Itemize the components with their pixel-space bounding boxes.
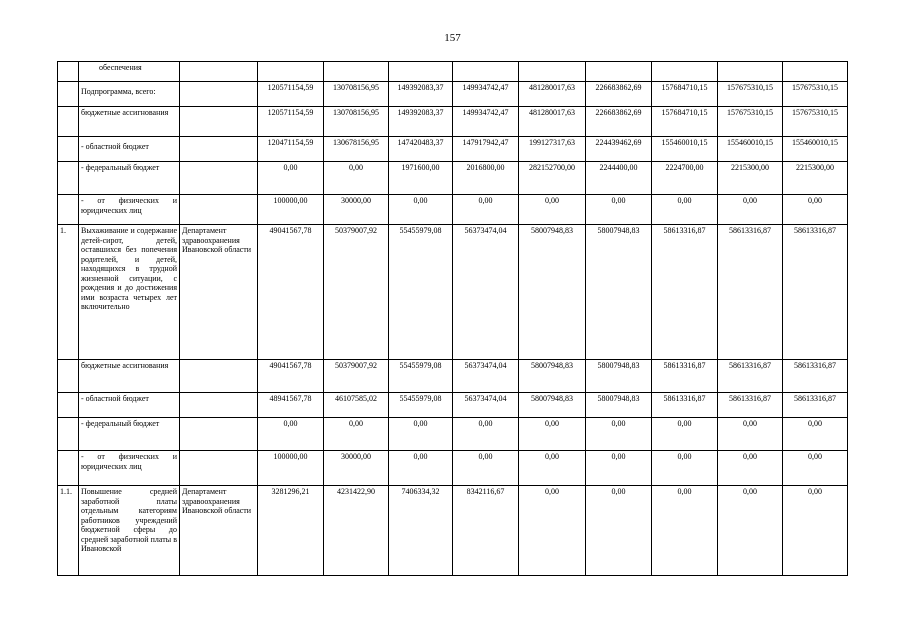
value-cell: 149392083,37	[389, 107, 453, 137]
responsible-executor	[180, 418, 258, 451]
row-number	[58, 137, 79, 162]
value-cell: 0,00	[718, 418, 783, 451]
responsible-executor	[180, 82, 258, 107]
value-cell: 58613316,87	[652, 393, 718, 418]
value-cell: 0,00	[519, 451, 586, 486]
value-cell: 49041567,78	[258, 225, 324, 360]
table-row	[58, 62, 848, 82]
value-cell: 0,00	[258, 418, 324, 451]
value-cell: 0,00	[586, 195, 652, 225]
row-number	[58, 82, 79, 107]
value-cell: 481280017,63	[519, 82, 586, 107]
value-cell: 0,00	[519, 418, 586, 451]
value-cell	[258, 62, 324, 82]
table-row	[58, 393, 848, 418]
value-cell: 58613316,87	[783, 360, 848, 393]
row-name: обеспечения	[79, 62, 180, 82]
value-cell: 100000,00	[258, 195, 324, 225]
row-number: 1.	[58, 225, 79, 360]
responsible-executor	[180, 137, 258, 162]
responsible-executor	[180, 195, 258, 225]
value-cell: 157684710,15	[652, 82, 718, 107]
row-name: Повышение средней заработной платы отдельным категориям работников учреждений бюджетной сферы до средней заработной платы в Ивановской	[79, 486, 180, 576]
value-cell: 282152700,00	[519, 162, 586, 195]
value-cell: 58613316,87	[652, 225, 718, 360]
value-cell: 58007948,83	[586, 393, 652, 418]
value-cell: 7406334,32	[389, 486, 453, 576]
value-cell: 0,00	[718, 451, 783, 486]
value-cell: 55455979,08	[389, 393, 453, 418]
value-cell: 3281296,21	[258, 486, 324, 576]
value-cell: 0,00	[652, 418, 718, 451]
table-row	[58, 162, 848, 195]
value-cell: 0,00	[389, 195, 453, 225]
value-cell	[324, 62, 389, 82]
row-number: 1.1.	[58, 486, 79, 576]
value-cell: 0,00	[389, 418, 453, 451]
value-cell: 58613316,87	[718, 225, 783, 360]
value-cell: 58613316,87	[718, 360, 783, 393]
row-number	[58, 360, 79, 393]
value-cell: 0,00	[453, 418, 519, 451]
value-cell: 58007948,83	[519, 225, 586, 360]
row-number	[58, 162, 79, 195]
responsible-executor	[180, 62, 258, 82]
value-cell: 100000,00	[258, 451, 324, 486]
value-cell: 226683862,69	[586, 82, 652, 107]
value-cell: 8342116,67	[453, 486, 519, 576]
row-number	[58, 393, 79, 418]
responsible-executor: Департамент здравоохранения Ивановской области	[180, 486, 258, 576]
value-cell: 130678156,95	[324, 137, 389, 162]
value-cell: 2215300,00	[718, 162, 783, 195]
value-cell: 155460010,15	[718, 137, 783, 162]
value-cell: 199127317,63	[519, 137, 586, 162]
value-cell	[718, 62, 783, 82]
value-cell: 30000,00	[324, 451, 389, 486]
value-cell: 120571154,59	[258, 107, 324, 137]
row-name: - от физических и юридических лиц	[79, 451, 180, 486]
value-cell: 0,00	[718, 486, 783, 576]
value-cell: 130708156,95	[324, 107, 389, 137]
value-cell: 0,00	[519, 486, 586, 576]
value-cell: 0,00	[652, 486, 718, 576]
value-cell: 157675310,15	[718, 107, 783, 137]
value-cell: 2244400,00	[586, 162, 652, 195]
value-cell: 55455979,08	[389, 360, 453, 393]
table-row	[58, 360, 848, 393]
responsible-executor	[180, 107, 258, 137]
value-cell: 56373474,04	[453, 393, 519, 418]
row-number	[58, 107, 79, 137]
value-cell: 120571154,59	[258, 82, 324, 107]
value-cell: 58613316,87	[652, 360, 718, 393]
row-name: Подпрограмма, всего:	[79, 82, 180, 107]
value-cell	[652, 62, 718, 82]
value-cell: 120471154,59	[258, 137, 324, 162]
value-cell: 0,00	[586, 418, 652, 451]
row-name: бюджетные ассигнования	[79, 360, 180, 393]
page-number: 157	[444, 32, 461, 44]
row-name: бюджетные ассигнования	[79, 107, 180, 137]
table-row	[58, 195, 848, 225]
value-cell: 0,00	[783, 418, 848, 451]
value-cell: 0,00	[258, 162, 324, 195]
value-cell: 0,00	[586, 486, 652, 576]
value-cell: 58613316,87	[718, 393, 783, 418]
responsible-executor: Департамент здравоохранения Ивановской области	[180, 225, 258, 360]
value-cell: 157675310,15	[718, 82, 783, 107]
value-cell: 155460010,15	[652, 137, 718, 162]
value-cell	[519, 62, 586, 82]
table-row	[58, 225, 848, 360]
value-cell: 226683862,69	[586, 107, 652, 137]
value-cell: 55455979,08	[389, 225, 453, 360]
value-cell: 0,00	[519, 195, 586, 225]
table-row	[58, 486, 848, 576]
row-name: - от физических и юридических лиц	[79, 195, 180, 225]
responsible-executor	[180, 451, 258, 486]
value-cell: 147917942,47	[453, 137, 519, 162]
value-cell: 58613316,87	[783, 225, 848, 360]
value-cell: 0,00	[453, 195, 519, 225]
table-row	[58, 451, 848, 486]
value-cell: 0,00	[453, 451, 519, 486]
value-cell: 149934742,47	[453, 107, 519, 137]
row-name: Выхаживание и содержание детей-сирот, детей, оставшихся без попечения родителей, и детей, находящихся в трудной жизненной ситуации, с рождения и до достижения ими возраста четырех лет включительно	[79, 225, 180, 360]
row-name: - федеральный бюджет	[79, 162, 180, 195]
value-cell: 149392083,37	[389, 82, 453, 107]
value-cell	[389, 62, 453, 82]
value-cell: 49041567,78	[258, 360, 324, 393]
row-name: - федеральный бюджет	[79, 418, 180, 451]
value-cell: 0,00	[783, 486, 848, 576]
value-cell: 0,00	[783, 451, 848, 486]
value-cell: 2215300,00	[783, 162, 848, 195]
table-row	[58, 418, 848, 451]
value-cell: 30000,00	[324, 195, 389, 225]
value-cell: 0,00	[783, 195, 848, 225]
row-number	[58, 451, 79, 486]
responsible-executor	[180, 162, 258, 195]
value-cell: 4231422,90	[324, 486, 389, 576]
value-cell: 46107585,02	[324, 393, 389, 418]
value-cell: 58007948,83	[519, 393, 586, 418]
table-row	[58, 107, 848, 137]
value-cell: 48941567,78	[258, 393, 324, 418]
value-cell: 0,00	[586, 451, 652, 486]
value-cell: 58007948,83	[519, 360, 586, 393]
row-name: - областной бюджет	[79, 393, 180, 418]
value-cell: 0,00	[652, 195, 718, 225]
value-cell: 2224700,00	[652, 162, 718, 195]
value-cell: 157675310,15	[783, 107, 848, 137]
value-cell: 157684710,15	[652, 107, 718, 137]
value-cell: 157675310,15	[783, 82, 848, 107]
value-cell: 1971600,00	[389, 162, 453, 195]
row-number	[58, 418, 79, 451]
value-cell	[453, 62, 519, 82]
value-cell: 50379007,92	[324, 225, 389, 360]
value-cell: 0,00	[652, 451, 718, 486]
responsible-executor	[180, 393, 258, 418]
value-cell: 147420483,37	[389, 137, 453, 162]
value-cell: 155460010,15	[783, 137, 848, 162]
value-cell: 130708156,95	[324, 82, 389, 107]
value-cell: 0,00	[324, 162, 389, 195]
value-cell: 2016800,00	[453, 162, 519, 195]
value-cell	[783, 62, 848, 82]
value-cell: 224439462,69	[586, 137, 652, 162]
row-number	[58, 195, 79, 225]
value-cell: 58613316,87	[783, 393, 848, 418]
value-cell: 0,00	[718, 195, 783, 225]
value-cell: 58007948,83	[586, 225, 652, 360]
value-cell: 56373474,04	[453, 360, 519, 393]
row-name: - областной бюджет	[79, 137, 180, 162]
responsible-executor	[180, 360, 258, 393]
value-cell: 0,00	[324, 418, 389, 451]
value-cell: 149934742,47	[453, 82, 519, 107]
row-number	[58, 62, 79, 82]
value-cell	[586, 62, 652, 82]
value-cell: 58007948,83	[586, 360, 652, 393]
value-cell: 56373474,04	[453, 225, 519, 360]
table-row	[58, 137, 848, 162]
value-cell: 50379007,92	[324, 360, 389, 393]
value-cell: 481280017,63	[519, 107, 586, 137]
budget-table	[57, 61, 848, 576]
table-row	[58, 82, 848, 107]
value-cell: 0,00	[389, 451, 453, 486]
